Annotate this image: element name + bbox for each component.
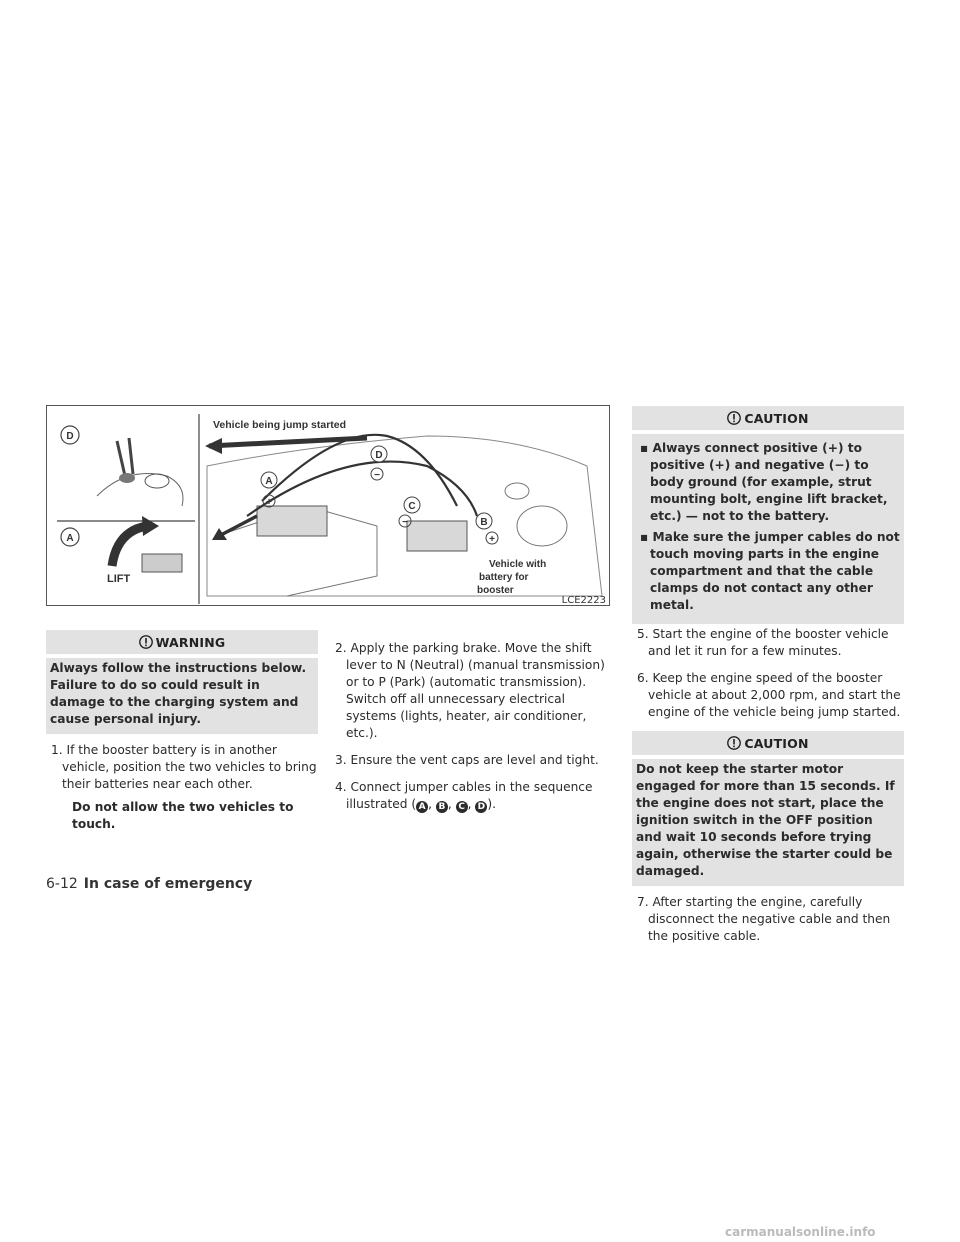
caution-2-title-text: CAUTION	[744, 736, 809, 751]
step-4-text: Connect jumper cables in the sequence illustrated (	[346, 780, 593, 811]
caution-icon	[727, 411, 741, 425]
caution-2-title	[632, 731, 904, 755]
warning-body	[46, 658, 318, 734]
circled-b: B	[436, 801, 448, 813]
caution-2-body	[632, 759, 904, 886]
label-a-small: A	[66, 533, 74, 544]
step-1	[46, 742, 318, 793]
step-7	[632, 894, 904, 945]
warning-text: Always follow the instructions below. Failure to do so could result in damage to the charging system and cause personal injury.	[50, 661, 307, 726]
step-4-num: 4.	[335, 780, 347, 794]
step-5	[632, 626, 904, 660]
label-vehicle-with-3: booster	[477, 585, 514, 596]
step-1-note: Do not allow the two vehicles to touch.	[72, 800, 294, 831]
label-lift: LIFT	[107, 573, 131, 585]
warning-title-text: WARNING	[155, 635, 226, 650]
label-d-small: D	[66, 431, 74, 442]
column-2	[330, 640, 612, 823]
caution-icon	[727, 736, 741, 750]
svg-text:−: −	[402, 517, 408, 528]
step-6	[632, 670, 904, 721]
caution-1-title	[632, 406, 904, 430]
svg-text:−: −	[374, 470, 380, 481]
step-1-text: If the booster battery is in another vehicle, position the two vehicles to bring their batteries near each other.	[62, 743, 317, 791]
caution-1-bullet-1-text: Always connect positive (+) to positive (+) and negative (−) to body ground (for example, strut mounting bolt, engine lift bracket, etc.) — not to the battery.	[650, 441, 888, 523]
step-2-text: Apply the parking brake. Move the shift lever to N (Neutral) (manual transmission) or to P (Park) (automatic transmission). Switch off all unnecessary electrical systems (lights, heater, air conditioner, etc.).	[346, 641, 605, 740]
caution-1-bullet-2-text: Make sure the jumper cables do not touch moving parts in the engine compartment and that the cable clamps do not contact any other metal.	[650, 530, 900, 612]
caution-1-bullet-2: ▪ Make sure the jumper cables do not touch moving parts in the engine compartment and that the cable clamps do not contact any other metal.	[640, 530, 900, 612]
step-4: 4. Connect jumper cables in the sequence illustrated ( A , B , C , D ).	[335, 780, 593, 812]
step-2	[330, 640, 612, 742]
label-vehicle-with-2: battery for	[479, 572, 529, 583]
step-3-num: 3.	[335, 753, 347, 767]
circled-d: D	[475, 801, 487, 813]
step-3	[330, 752, 612, 769]
warning-title	[46, 630, 318, 654]
column-1	[46, 630, 318, 833]
label-c: C	[408, 501, 416, 512]
step-7-num: 7.	[637, 895, 649, 909]
warning-icon	[139, 635, 153, 649]
step-2-num: 2.	[335, 641, 347, 655]
label-vehicle-with-1: Vehicle with	[489, 559, 547, 570]
circled-a: A	[416, 801, 428, 813]
label-a: A	[265, 476, 273, 487]
step-3-text: Ensure the vent caps are level and tight.	[350, 753, 599, 767]
label-b: B	[480, 517, 488, 528]
label-d: D	[375, 450, 383, 461]
step-1-num: 1.	[51, 743, 63, 757]
page-footer	[46, 876, 252, 892]
figure-code: LCE2223	[561, 595, 606, 606]
page-number: 6-12	[46, 876, 78, 892]
watermark: carmanualsonline.info	[725, 1225, 876, 1239]
step-6-text: Keep the engine speed of the booster vehicle at about 2,000 rpm, and start the engine of the vehicle being jump started.	[648, 671, 901, 719]
step-4-end: ).	[487, 797, 497, 811]
caution-2-text: Do not keep the starter motor engaged for more than 15 seconds. If the engine does not start, place the ignition switch in the OFF position and wait 10 seconds before trying again, otherwise the starter could be damaged.	[636, 762, 895, 878]
caution-1-bullet-1: ▪ Always connect positive (+) to positive (+) and negative (−) to body ground (for example, strut mounting bolt, engine lift bracket, etc.) — not to the battery.	[640, 441, 888, 523]
step-6-num: 6.	[637, 671, 649, 685]
caution-1-title-text: CAUTION	[744, 411, 809, 426]
illustration-drawing	[47, 406, 609, 605]
step-5-num: 5.	[637, 627, 649, 641]
caution-1-body	[632, 434, 904, 624]
circled-c: C	[456, 801, 468, 813]
svg-text:+: +	[266, 497, 272, 508]
label-vehicle-being-jump-started: Vehicle being jump started	[213, 419, 347, 431]
svg-text:+: +	[489, 534, 495, 545]
jump-start-illustration	[46, 405, 610, 606]
step-7-text: After starting the engine, carefully disconnect the negative cable and then the positive cable.	[648, 895, 891, 943]
step-5-text: Start the engine of the booster vehicle and let it run for a few minutes.	[648, 627, 889, 658]
section-title: In case of emergency	[83, 876, 253, 892]
column-3	[632, 406, 904, 955]
